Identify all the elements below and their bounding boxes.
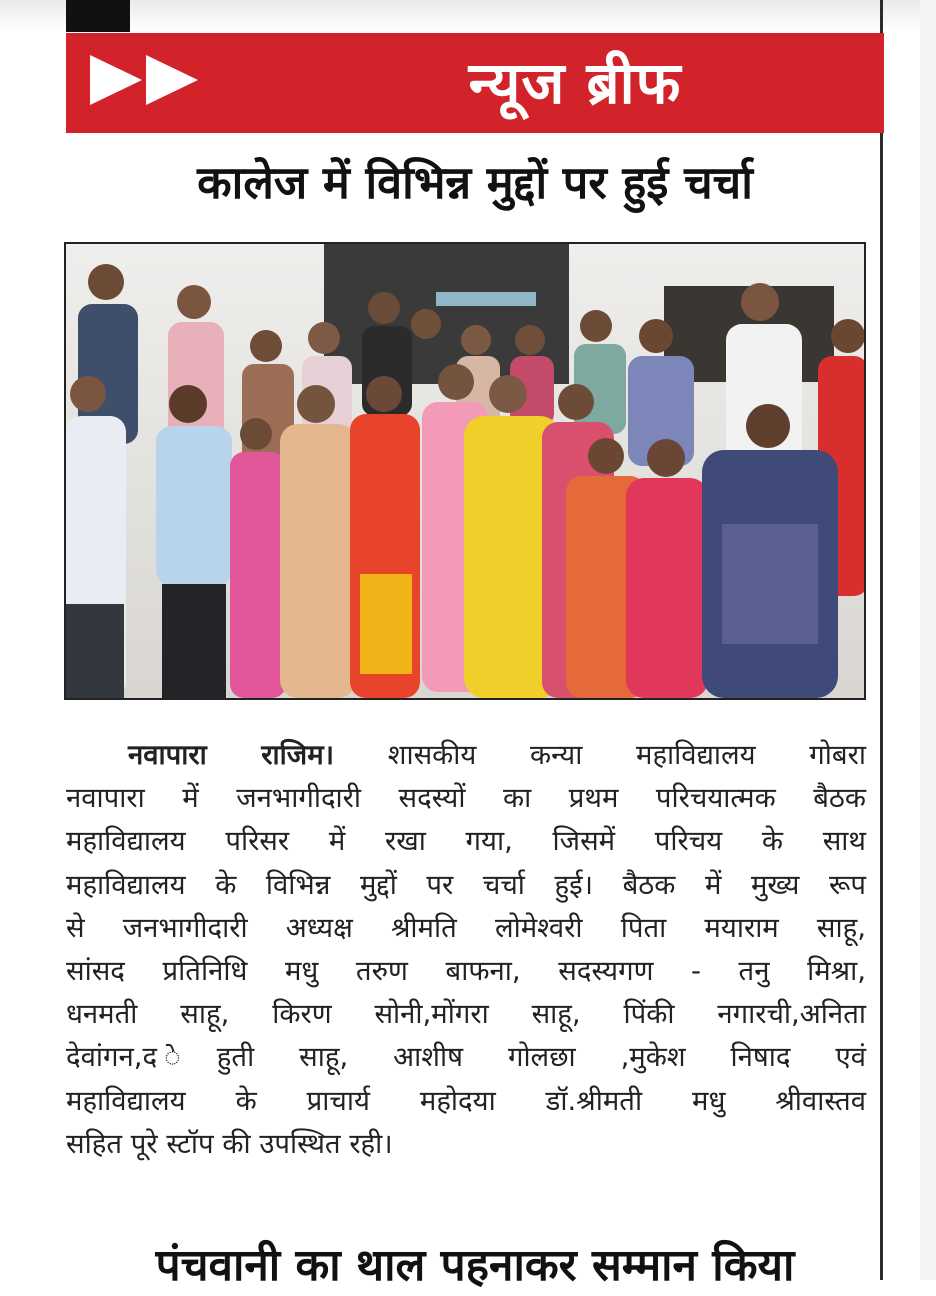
article-line: से जनभागीदारी अध्यक्ष श्रीमति लोमेश्वरी पिता मयाराम साहू, <box>66 911 866 944</box>
article-line: सांसद प्रतिनिधि मधु तरुण बाफना, सदस्यगण - तनु मिश्रा, <box>66 954 866 987</box>
page-top-shadow <box>0 0 936 32</box>
next-article-headline: पंचवानी का थाल पहनाकर सम्मान किया <box>155 1240 795 1291</box>
article-body <box>66 734 866 1166</box>
article-line: महाविद्यालय के प्राचार्य महोदया डॉ.श्रीमती मधु श्रीवास्तव <box>66 1084 866 1117</box>
black-corner-tab <box>66 0 130 32</box>
article-line: नवापारा राजिम। शासकीय कन्या महाविद्यालय गोबरा <box>128 739 866 771</box>
news-brief-banner <box>66 33 884 133</box>
dateline: नवापारा राजिम। <box>128 739 335 771</box>
article-headline: कालेज में विभिन्न मुद्दों पर हुई चर्चा <box>197 156 753 209</box>
article-line: महाविद्यालय के विभिन्न मुद्दों पर चर्चा हुई। बैठक में मुख्य रूप <box>66 868 866 901</box>
page-edge-strip <box>920 0 936 1280</box>
article-line: नवापारा में जनभागीदारी सदस्यों का प्रथम परिचयात्मक बैठक <box>66 782 866 815</box>
banner-title: न्यूज ब्रीफ <box>468 49 682 117</box>
group-photo <box>64 242 866 700</box>
double-play-arrow-icon <box>90 55 198 105</box>
article-line: सहित पूरे स्टॉप की उपस्थित रही। <box>66 1127 393 1160</box>
article-line: देवांगन,द ेहुती साहू, आशीष गोलछा ,मुकेश निषाद एवं <box>66 1041 866 1074</box>
article-line: महाविद्यालय परिसर में रखा गया, जिसमें परिचय के साथ <box>66 825 866 858</box>
article-line: धनमती साहू, किरण सोनी,मोंगरा साहू, पिंकी नगारची,अनिता <box>66 998 866 1031</box>
